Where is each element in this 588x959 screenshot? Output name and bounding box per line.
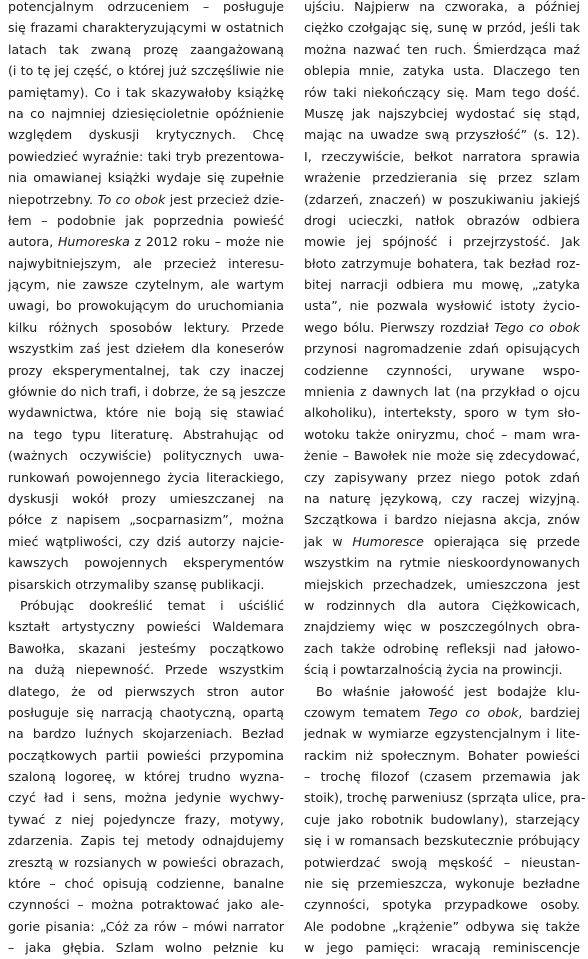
line-text: niepotrzebny. bbox=[8, 191, 98, 207]
italic-title: To co obok bbox=[97, 191, 166, 207]
line-text: rów taki niekończący się. Mam tego dość. bbox=[304, 84, 580, 100]
line-text: autora, bbox=[8, 234, 58, 250]
line-text: czynności, spotyka przypadkowe osoby. bbox=[304, 897, 580, 913]
text-line bbox=[304, 574, 580, 595]
line-text: potwierdzać swoją męskość – nieustan- bbox=[304, 854, 580, 870]
text-line bbox=[304, 189, 580, 210]
line-text: mieć wątpliwości, czy dziś autorzy najcie- bbox=[8, 533, 284, 549]
line-text: codzienne czynności, urywane wspo- bbox=[304, 362, 580, 378]
line-text: Bo właśnie jałowość jest bodajże klu- bbox=[316, 683, 580, 699]
text-line bbox=[304, 103, 580, 124]
text-line bbox=[8, 39, 284, 60]
text-line bbox=[304, 39, 580, 60]
text-line bbox=[8, 873, 284, 894]
text-line bbox=[304, 552, 580, 573]
line-text: początkowych partii powieści przypomina bbox=[8, 747, 284, 763]
line-text: wego bólu. Pierwszy rozdział bbox=[304, 319, 495, 335]
text-line bbox=[8, 702, 284, 723]
text-line bbox=[304, 82, 580, 103]
text-line bbox=[8, 253, 284, 274]
text-line bbox=[304, 595, 580, 616]
line-text: miejskich przechadzek, umieszczona jest bbox=[304, 576, 580, 592]
line-text: (i to tę jej część, o której już szczęśliwie nie bbox=[8, 63, 284, 79]
line-text: w rodzinnych dla autora Ciężkowicach, bbox=[304, 597, 580, 613]
text-line bbox=[8, 681, 284, 702]
line-text: pamiętamy). Co i tak skazywałoby książkę bbox=[8, 84, 284, 100]
text-line bbox=[8, 445, 284, 466]
text-line bbox=[8, 916, 284, 937]
line-text: ścią i powtarzalnością życia na prowincji. bbox=[304, 662, 563, 678]
text-line bbox=[304, 210, 580, 231]
text-line bbox=[304, 124, 580, 145]
line-text: zach także odrobinę refleksji nad jałowo- bbox=[304, 640, 580, 656]
text-line bbox=[8, 659, 284, 680]
text-line bbox=[8, 809, 284, 830]
text-line bbox=[8, 60, 284, 81]
line-text: czyć ład i sens, można jedynie wychwy- bbox=[8, 790, 284, 806]
line-text: potencjalnym odrzuceniem – posługuje bbox=[8, 0, 284, 14]
line-text: zdarzenia. Zapis tej metody odnajdujemy bbox=[8, 833, 284, 849]
text-line bbox=[304, 467, 580, 488]
line-text: dyskusji wokół prozy umieszczanej na bbox=[8, 490, 284, 506]
line-text: wotoku także oniryzmu, choć – mam wra- bbox=[304, 426, 580, 442]
text-line bbox=[8, 552, 284, 573]
line-text: gorie pisania: „Cóż za rów – mówi narrator bbox=[8, 918, 284, 934]
text-line bbox=[304, 274, 580, 295]
line-text: mając na uwadze swą przyszłość” (s. 12). bbox=[304, 127, 580, 143]
text-line bbox=[304, 766, 580, 787]
line-text: – trochę filozof (czasem przemawia jak bbox=[304, 769, 580, 785]
italic-title: Humoresce bbox=[352, 533, 424, 549]
line-text: najwybitniejszym, ale przecież interesu- bbox=[8, 255, 284, 271]
line-text: rackim niż społecznym. Bohater powieści bbox=[304, 747, 580, 763]
line-text: głównie do nich trafi, i dobrze, że są jeszcze bbox=[8, 384, 286, 400]
line-text: błoto zatrzymuje bohatera, tak bezład roz- bbox=[304, 255, 580, 271]
line-text: szaloną logoreę, w której trudno wyzna- bbox=[8, 769, 284, 785]
line-text: oblepia mnie, zatyka usta. Dlaczego ten bbox=[304, 63, 580, 79]
text-line bbox=[8, 317, 284, 338]
text-line bbox=[8, 488, 284, 509]
text-line bbox=[8, 402, 284, 423]
text-line bbox=[304, 681, 580, 702]
line-text: względem dyskusji krytycznych. Chcę bbox=[8, 127, 284, 143]
line-text: wrażenie przedzierania się przez szlam bbox=[304, 170, 580, 186]
line-text-rest: jest przecież dzie- bbox=[165, 191, 285, 207]
text-line bbox=[304, 0, 580, 17]
text-line bbox=[8, 146, 284, 167]
text-line bbox=[8, 467, 284, 488]
line-text: alkoholiku), interteksty, sporo w tym sło- bbox=[304, 405, 580, 421]
text-line bbox=[8, 124, 284, 145]
line-text: ujściu. Najpierw na czworaka, a później bbox=[304, 0, 580, 14]
line-text: mnienia z dawnych lat (na przykład o ojcu bbox=[304, 384, 580, 400]
line-text: przynosi nagromadzenie zdań opisujących bbox=[304, 341, 580, 357]
text-line bbox=[8, 0, 284, 17]
line-text: kawszych powojennych eksperymentów bbox=[8, 555, 284, 571]
text-line bbox=[8, 17, 284, 38]
text-line bbox=[8, 852, 284, 873]
text-line bbox=[8, 231, 284, 252]
text-line bbox=[8, 338, 284, 359]
text-line bbox=[304, 60, 580, 81]
line-text-rest: z 2012 roku – może nie bbox=[129, 234, 285, 250]
line-text: jak w bbox=[304, 533, 353, 549]
line-text: można nazwać ten ruch. Śmierdząca maź bbox=[304, 41, 580, 57]
line-text: (ważnych oczywiście) politycznych uwa- bbox=[8, 448, 284, 464]
text-line bbox=[304, 295, 580, 316]
text-line bbox=[304, 360, 580, 381]
line-text: na naturę językową, czy raczej wizyjną. bbox=[304, 490, 580, 506]
line-text: nia omawianej książki wydaje się zupełnie bbox=[8, 170, 284, 186]
line-text: się i w romansach bezskutecznie próbujący bbox=[304, 833, 580, 849]
line-text: kilku różnych sposobów lektury. Przede bbox=[8, 319, 284, 335]
line-text: na bardzo luźnych skojarzeniach. Bezład bbox=[8, 726, 284, 742]
text-line bbox=[304, 17, 580, 38]
text-line bbox=[304, 638, 580, 659]
text-line bbox=[8, 210, 284, 231]
text-line bbox=[304, 231, 580, 252]
line-text: wydawnictwa, które nie boją się stawiać bbox=[8, 405, 284, 421]
text-line bbox=[8, 531, 284, 552]
text-line bbox=[8, 103, 284, 124]
text-line bbox=[304, 402, 580, 423]
text-line bbox=[304, 894, 580, 915]
italic-title: Tego co obok bbox=[428, 704, 519, 720]
text-line bbox=[304, 381, 580, 402]
line-text: ciężko czołgając się, sunę w przód, jeśli tak bbox=[304, 20, 580, 36]
text-line bbox=[8, 766, 284, 787]
text-line bbox=[304, 167, 580, 188]
line-text: tywać z niej pojedyncze frazy, motywy, bbox=[8, 811, 284, 827]
text-line bbox=[304, 488, 580, 509]
line-text: na tego typu literaturę. Abstrahując od bbox=[8, 426, 284, 442]
text-line bbox=[8, 509, 284, 530]
line-text: uwagi, bo prowokującym do uruchomiania bbox=[8, 298, 284, 314]
line-text: (zdarzeń, znaczeń) w poszukiwaniu jakiejś bbox=[304, 191, 580, 207]
text-line bbox=[304, 830, 580, 851]
line-text: dlatego, że od pierwszych stron autor bbox=[8, 683, 284, 699]
text-line bbox=[304, 146, 580, 167]
line-text: cuje jako robotnik budowlany), starzejący bbox=[304, 811, 580, 827]
line-text: łem – podobnie jak poprzednia powieść bbox=[8, 212, 284, 228]
text-line bbox=[8, 381, 284, 402]
line-text: Próbując dookreślić temat i uściślić bbox=[20, 597, 284, 613]
line-text: które – choć opisują codzienne, banalne bbox=[8, 876, 284, 892]
text-line bbox=[304, 937, 580, 958]
line-text: nie się przemieszcza, wykonuje bezładne bbox=[304, 876, 580, 892]
text-line bbox=[8, 424, 284, 445]
line-text: czy zapisywany przez niego potok zdań bbox=[304, 469, 580, 485]
line-text: stoik), trochę parweniusz (sprząta ulice, pra- bbox=[304, 790, 586, 806]
text-line bbox=[8, 723, 284, 744]
text-line bbox=[304, 317, 580, 338]
line-text: latach tak zwaną prozę zaangażowaną bbox=[8, 41, 284, 57]
text-line bbox=[8, 574, 284, 595]
text-line bbox=[304, 253, 580, 274]
text-line bbox=[8, 82, 284, 103]
line-text: się frazami charakteryzującymi w ostatnich bbox=[8, 20, 284, 36]
text-line bbox=[304, 852, 580, 873]
text-column-left bbox=[8, 0, 284, 959]
line-text: – jaka głębia. Szlam wolno pełznie ku bbox=[8, 940, 284, 956]
line-text-rest: opierająca się przede bbox=[423, 533, 580, 549]
text-line bbox=[8, 274, 284, 295]
text-line bbox=[8, 595, 284, 616]
text-line bbox=[8, 638, 284, 659]
line-text-rest: , bardziej bbox=[518, 704, 580, 720]
line-text: na co najmniej dziesięcioletnie opóźnienie bbox=[8, 105, 284, 121]
line-text: drogi ucieczki, natłok obrazów odbiera bbox=[304, 212, 580, 228]
text-line bbox=[8, 787, 284, 808]
line-text: wszystkim zaś jest dziełem dla koneserów bbox=[8, 341, 284, 357]
line-text: mowie jej spójność i przejrzystość. Jak bbox=[304, 234, 580, 250]
text-line bbox=[304, 531, 580, 552]
text-line bbox=[8, 894, 284, 915]
text-line bbox=[8, 745, 284, 766]
line-text: w jego pamięci: wracają reminiscencje bbox=[304, 940, 580, 956]
text-line bbox=[304, 809, 580, 830]
text-line bbox=[8, 295, 284, 316]
line-text: żenie – Bawołek nie może się zdecydować, bbox=[304, 448, 580, 464]
line-text: posługuje się narracją chaotyczną, opartą bbox=[8, 704, 284, 720]
line-text: jącym, nie zawsze czytelnym, ale wartym bbox=[8, 277, 284, 293]
line-text: prozy eksperymentalnej, tak czy inaczej bbox=[8, 362, 284, 378]
line-text: czowym tematem bbox=[304, 704, 429, 720]
italic-title: Tego co obok bbox=[494, 319, 580, 335]
text-line bbox=[304, 659, 580, 680]
line-text: na dużą niepewność. Przede wszystkim bbox=[8, 662, 284, 678]
text-line bbox=[304, 702, 580, 723]
text-line bbox=[304, 424, 580, 445]
line-text: Muszę jak najszybciej wydostać się stąd, bbox=[304, 105, 580, 121]
line-text: jednak w wymiarze egzystencjalnym i lite- bbox=[304, 726, 580, 742]
line-text: runkowań powojennego życia literackiego, bbox=[8, 469, 284, 485]
text-column-right bbox=[304, 0, 586, 959]
text-line bbox=[8, 360, 284, 381]
text-line bbox=[304, 916, 580, 937]
line-text: powiedzieć wyraźnie: taki tryb prezentowa- bbox=[8, 148, 284, 164]
line-text: wszystkim na rytmie nieskoordynowanych bbox=[304, 555, 580, 571]
line-text: I, rzeczywiście, bełkot narratora sprawia bbox=[304, 148, 580, 164]
text-line bbox=[304, 723, 580, 744]
text-line bbox=[8, 167, 284, 188]
text-line bbox=[304, 445, 580, 466]
line-text: czynności – można potraktować jako ale- bbox=[8, 897, 284, 913]
text-line bbox=[8, 937, 284, 958]
line-text: półce z napisem „socparnasizm”, można bbox=[8, 512, 284, 528]
text-line bbox=[304, 787, 586, 808]
line-text: usta”, nie pozwala wysłowić istoty życio- bbox=[304, 298, 580, 314]
text-line bbox=[8, 616, 284, 637]
text-line bbox=[304, 616, 580, 637]
line-text: Szczątkowa i bardzo niejasna akcja, znów bbox=[304, 512, 580, 528]
italic-title: Humoreska bbox=[57, 234, 130, 250]
line-text: pisarskich otrzymaliby szansę publikacji. bbox=[8, 576, 265, 592]
line-text: zresztą w rozsianych w powieści obrazach, bbox=[8, 854, 284, 870]
line-text: kształt artystyczny powieści Waldemara bbox=[8, 619, 284, 635]
text-line bbox=[304, 745, 580, 766]
text-line bbox=[304, 873, 580, 894]
line-text: znajdziemy więc w poszczególnych obra- bbox=[304, 619, 580, 635]
line-text: bitej narracji odbiera mu mowę, „zatyka bbox=[304, 277, 580, 293]
line-text: Ale podobne „krążenie” odbywa się także bbox=[304, 918, 580, 934]
text-line bbox=[8, 189, 284, 210]
line-text: Bawołka, skazani jesteśmy początkowo bbox=[8, 640, 284, 656]
text-line bbox=[304, 338, 580, 359]
text-line bbox=[304, 509, 580, 530]
text-line bbox=[8, 830, 284, 851]
